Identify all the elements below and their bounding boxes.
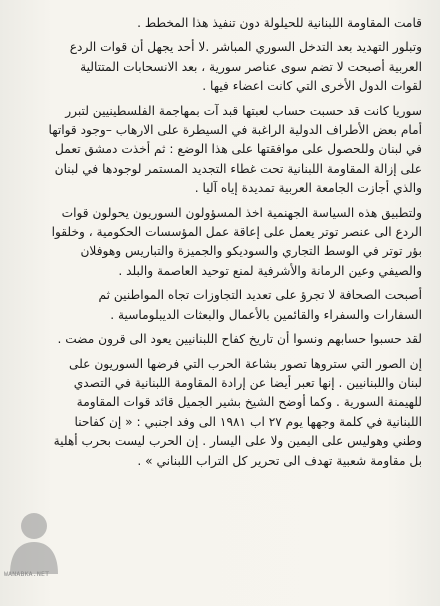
paragraph [14, 38, 422, 96]
person-silhouette-icon [4, 504, 64, 574]
paragraph [14, 14, 422, 33]
text-line: الردع الى عنصر توتر يعمل على إعاقة عمل المؤسسات الحكومية ، وخلقوا [51, 225, 422, 240]
text-line: والذي أجازت الجامعة العربية تمديدة إياه آليا . [194, 181, 422, 196]
arabic-text-body [14, 14, 422, 592]
text-line: أمام بعض الأطراف الدولية الراغبة في السيطرة على الارهاب –وجود قواتها [48, 123, 422, 138]
text-line: سوريا كانت قد حسبت حساب لعبتها قبد آت بمهاجمة الفلسطينيين لتبرر [65, 103, 422, 118]
text-line: اللبنانية في كلمة وجهها يوم ٢٧ اب ١٩٨١ الى وفد اجنبي : « إن كفاحنا [74, 414, 422, 429]
text-line: لبنان واللبنانيين . إنها تعبر أيضا عن إرادة المقاومة اللبنانية في التصدي [73, 375, 422, 390]
text-line: لقد حسبوا حسابهم ونسوا أن تاريخ كفاح اللبنانيين يعود الى قرون مضت . [57, 332, 422, 347]
text-line: لقوات الدول الأخرى التي كانت اعضاء فيها . [202, 79, 422, 94]
paragraph [14, 286, 422, 325]
text-line: والصيفي وعين الرمانة والأشرفية لمنع توحيد العاصمة والبلد . [118, 263, 422, 278]
text-line: على إزالة المقاومة اللبنانية تحت غطاء التجديد المستمر لوجودها في لبنان [54, 161, 422, 176]
text-line: أصبحت الصحافة لا تجرؤ على تعديد التجاوزات تجاه المواطنين ثم [98, 288, 422, 303]
text-line: العربية أصبحت لا تضم سوى عناصر سورية ، بعد الانسحابات المتتالية [80, 59, 422, 74]
text-line: السفارات والسفراء والقائمين بالأعمال والبعثات الديبلوماسية . [110, 307, 422, 322]
paragraph [14, 204, 422, 282]
text-line: إن الصور التي ستروها تصور بشاعة الحرب التي فرضها السوريون على [68, 356, 422, 371]
text-line: ولتطبيق هذه السياسة الجهنمية اخذ المسؤولون السوريون يحولون قوات [61, 205, 422, 220]
text-line: قامت المقاومة اللبنانية للحيلولة دون تنفيذ هذا المخطط . [137, 16, 422, 30]
text-line: في لبنان وللحصول على موافقتها على هذا الوضع : ثم أخذت دمشق تعمل [55, 142, 422, 157]
text-line: بل مقاومة شعبية تهدف الى تحرير كل التراب اللبناني » . [137, 453, 422, 468]
text-line: للهيمنة السورية . وكما أوضح الشيخ بشير الجميل قائد قوات المقاومة [76, 395, 422, 410]
text-line: بؤر توتر في الوسط التجاري والسوديكو والجميزة والتباريس وهوفلان [80, 244, 422, 259]
text-line: وطني وهوليس على اليمين ولا على اليسار . إن الحرب ليست بحرب أهلية [53, 434, 422, 449]
paragraph [14, 102, 422, 199]
text-line: وتبلور التهديد بعد التدخل السوري المباشر .لا أحد يجهل أن قوات الردع [69, 40, 422, 55]
paragraph [14, 330, 422, 349]
paragraph [14, 355, 422, 471]
watermark-text: WANABKA.NET [4, 570, 50, 578]
